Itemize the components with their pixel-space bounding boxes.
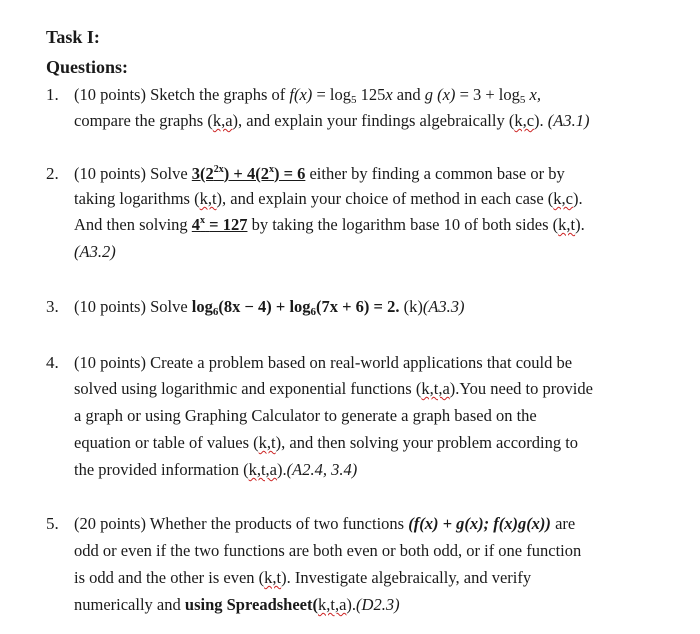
question-line: (20 points) Whether the products of two functions (f(x) + g(x); f(x)g(x)) are xyxy=(74,514,576,533)
equation-1: $3(2^{2x}) + 4(2^x) = 6$ xyxy=(191,164,306,183)
questions-heading: Questions: xyxy=(46,57,129,77)
question-number: 3. xyxy=(46,297,59,316)
question-line: (10 points) Solve $3(2^{2x}) + 4(2^x) = 6$ either by finding a common base or by xyxy=(74,164,565,183)
question-line: numerically and using Spreadsheet(k,t,a).(D2.3) xyxy=(74,595,400,614)
question-line: the provided information (k,t,a).(A2.4, 3.4) xyxy=(74,460,358,479)
question-line: taking logarithms (k,t), and explain your choice of method in each case (k,c). xyxy=(74,189,583,208)
question-line: equation or table of values (k,t), and then solving your problem according to xyxy=(74,433,579,452)
question-line: a graph or using Graphing Calculator to generate a graph based on the xyxy=(74,406,537,425)
equation-2: 4$^x$ = 127 xyxy=(191,215,248,234)
function-expression: (f(x) + g(x); f(x)g(x)) xyxy=(408,514,551,533)
question-line: compare the graphs (k,a), and explain your findings algebraically (k,c). (A3.1) xyxy=(74,111,590,130)
question-line: (10 points) Sketch the graphs of $f(x) = \log_5 125x$ and g $(x) = 3 + \log_5 x$, xyxy=(74,85,541,106)
question-line: solved using logarithmic and exponential functions (k,t,a).You need to provide xyxy=(74,379,593,398)
question-number: 1. xyxy=(46,85,59,104)
question-number: 5. xyxy=(46,514,59,533)
question-number: 4. xyxy=(46,353,59,372)
question-line: (10 points) Create a problem based on real-world applications that could be xyxy=(74,353,573,372)
question-line: (10 points) Solve $\log_6(8x - 4) + \log_6(7x + 6) = 2$. (k)(A3.3) xyxy=(74,297,465,318)
question-line: odd or even if the two functions are both even or both odd, or if one function xyxy=(74,541,582,560)
question-line: is odd and the other is even (k,t). Investigate algebraically, and verify xyxy=(74,568,532,587)
question-line: And then solving 4$^x$ = 127 by taking the logarithm base 10 of both sides (k,t). xyxy=(74,215,585,234)
equation-3: $\log_6(8x - 4) + \log_6(7x + 6) = 2$. xyxy=(191,297,400,318)
question-number: 2. xyxy=(46,164,59,183)
question-line: (A3.2) xyxy=(74,242,116,261)
task-title: Task I: xyxy=(46,27,100,47)
